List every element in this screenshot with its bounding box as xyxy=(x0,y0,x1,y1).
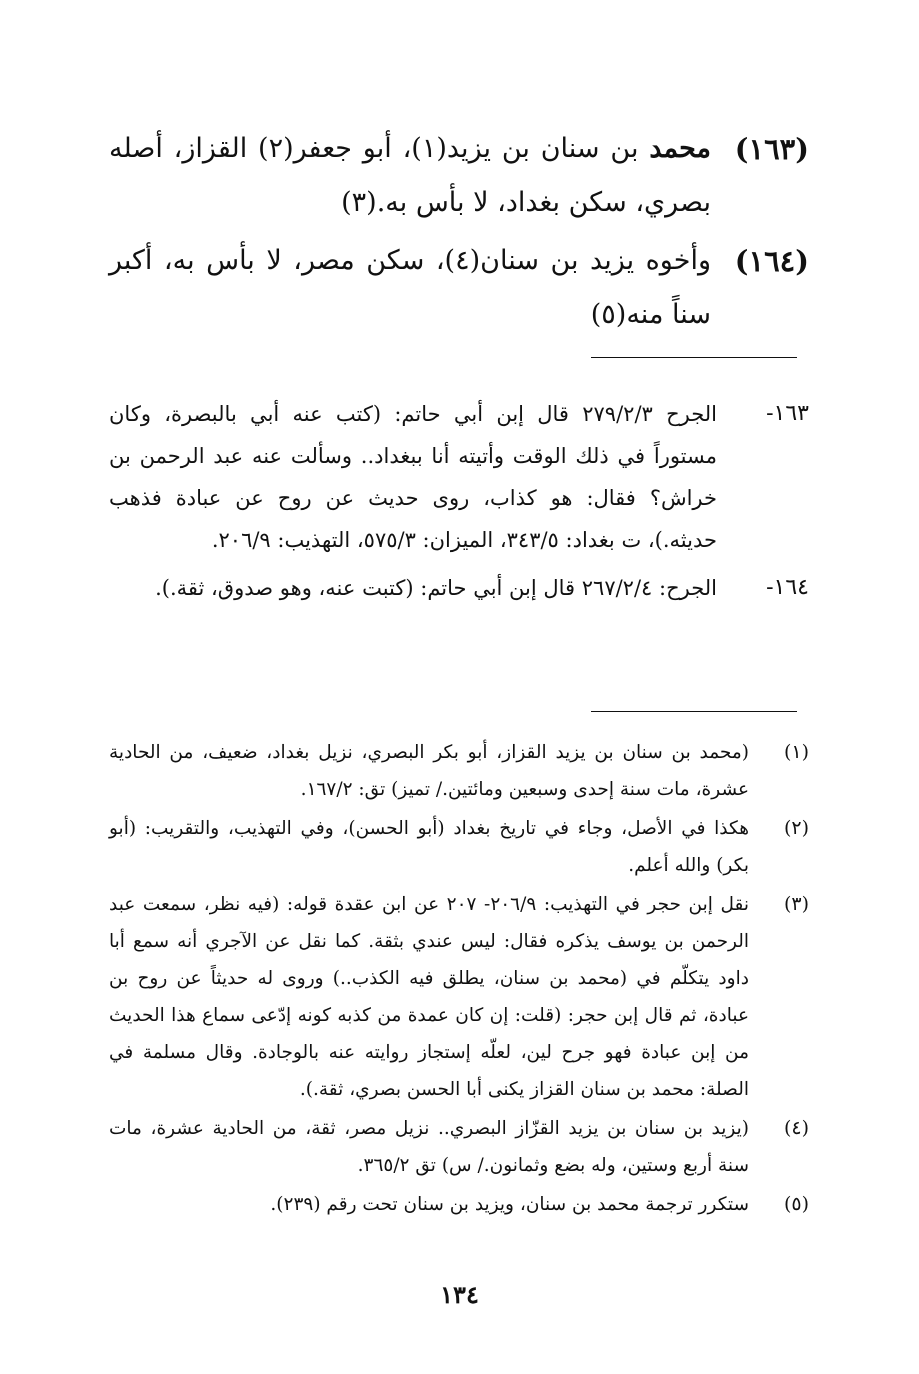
note-163 xyxy=(109,393,809,561)
footnotes xyxy=(109,734,809,1225)
footnote-4 xyxy=(109,1110,809,1184)
section-divider xyxy=(591,357,797,358)
footnote-text: (محمد بن سنان بن يزيد القزاز، أبو بكر البصري، نزيل بغداد، ضعيف، من الحادية عشرة، مات سنة إحدى وسبعين ومائتين./ تميز) تق: ١٦٧/٢. xyxy=(109,742,749,800)
source-notes xyxy=(109,393,809,615)
footnote-number: (٤) xyxy=(783,1117,809,1139)
footnote-text: (يزيد بن سنان بن يزيد القزّاز البصري.. نزيل مصر، ثقة، من الحادية عشرة، مات سنة أربع وستين، وله بضع وثمانون./ س) تق ٣٦٥/٢. xyxy=(109,1118,749,1176)
entry-164 xyxy=(109,234,809,342)
note-164 xyxy=(109,567,809,609)
entry-text xyxy=(109,122,711,230)
note-number: ١٦٤- xyxy=(766,575,809,600)
footnote-number: (٥) xyxy=(783,1193,809,1215)
note-text: الجرح: ٢٦٧/٢/٤ قال إبن أبي حاتم: (كتبت عنه، وهو صدوق، ثقة.). xyxy=(155,576,717,600)
entry-body: وأخوه يزيد بن سنان(٤)، سكن مصر، لا بأس به، أكبر سناً منه(٥) xyxy=(109,245,711,330)
entry-name: محمد xyxy=(649,133,711,164)
footnote-5 xyxy=(109,1186,809,1223)
footnote-3 xyxy=(109,886,809,1108)
footnote-2 xyxy=(109,810,809,884)
footnote-number: (١) xyxy=(783,741,809,763)
page-number: ١٣٤ xyxy=(440,1280,479,1309)
note-number: ١٦٣- xyxy=(766,401,809,426)
entry-number: (١٦٣) xyxy=(734,132,809,166)
footnote-number: (٢) xyxy=(783,817,809,839)
note-text: الجرح ٢٧٩/٢/٣ قال إبن أبي حاتم: (كتب عنه أبي بالبصرة، وكان مستوراً في ذلك الوقت وأتيته أنا ببغداد.. وسألت عنه عبد الرحمن بن خراش؟ فقال: هو كذاب، روى حديث عن روح عن عبادة فذهب حديثه.)، ت بغداد: ٣٤٣/٥، الميزان: ٥٧٥/٣، التهذيب: ٢٠٦/٩. xyxy=(109,402,718,552)
entry-text xyxy=(109,234,711,342)
entry-163 xyxy=(109,122,809,230)
biography-entries xyxy=(109,122,809,346)
entry-body: بن سنان بن يزيد(١)، أبو جعفر(٢) القزاز، أصله بصري، سكن بغداد، لا بأس به.(٣) xyxy=(109,133,711,218)
footnote-divider xyxy=(591,711,797,712)
footnote-text: نقل إبن حجر في التهذيب: ٢٠٦/٩- ٢٠٧ عن ابن عقدة قوله: (فيه نظر، سمعت عبد الرحمن بن يوسف يذكره فقال: ليس عندي بثقة. كما نقل عن الآجري أنه سمع أبا داود يتكلّم في (محمد بن سنان، يطلق فيه الكذب..) وروى له حديثاً عن روح بن عبادة، ثم قال إبن حجر: (قلت: إن كان عمدة من كذبه كونه إدّعى سماع هذا الحديث من إبن عبادة فهو جرح لين، لعلّه إستجاز روايته عنه بالوجادة. وقال مسلمة في الصلة: محمد بن سنان القزاز يكنى أبا الحسن بصري، ثقة.). xyxy=(109,894,749,1100)
footnote-text: هكذا في الأصل، وجاء في تاريخ بغداد (أبو الحسن)، وفي التهذيب، والتقريب: (أبو بكر) والله أعلم. xyxy=(109,818,749,876)
footnote-1 xyxy=(109,734,809,808)
footnote-text: ستكرر ترجمة محمد بن سنان، ويزيد بن سنان تحت رقم (٢٣٩). xyxy=(270,1194,749,1215)
footnote-number: (٣) xyxy=(783,893,809,915)
entry-number: (١٦٤) xyxy=(734,244,809,278)
